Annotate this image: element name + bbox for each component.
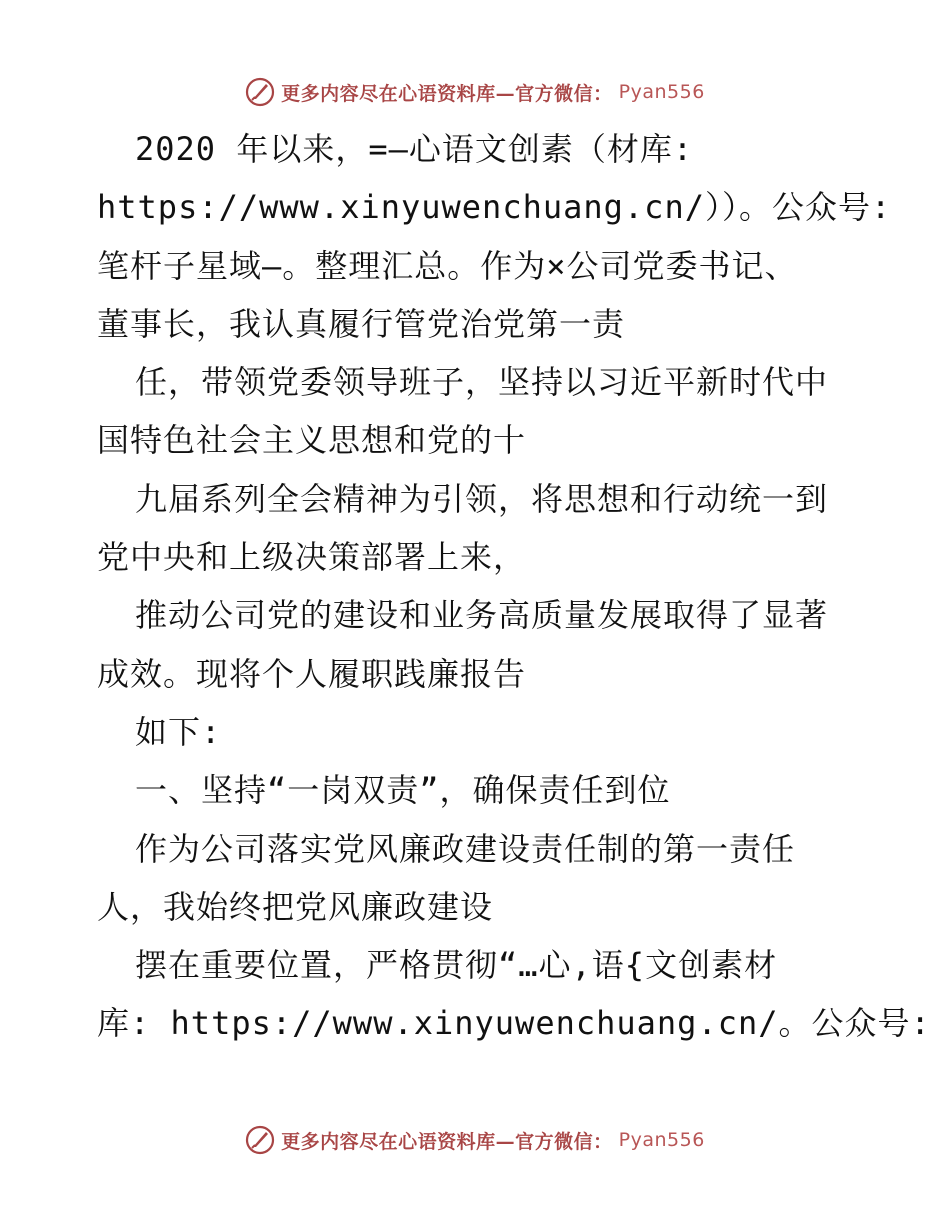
doc-line: 摆在重要位置，严格贯彻“…心,语{文创素材	[135, 946, 778, 985]
doc-line: 九届系列全会精神为引领，将思想和行动统一到	[135, 479, 829, 518]
doc-line: 2020 年以来，=—心语文创素（材库:	[135, 130, 694, 168]
banner-wechat-id: Pyan556	[618, 1129, 705, 1151]
banner-text: 更多内容尽在心语资料库—官方微信：	[281, 82, 613, 105]
section-heading: 一、坚持“一岗双责”，确保责任到位	[135, 771, 671, 810]
feather-seal-icon	[245, 77, 275, 107]
doc-line: 任，带领党委领导班子，坚持以习近平新时代中	[135, 363, 829, 402]
banner-wechat-id: Pyan556	[618, 81, 705, 103]
banner-text: 更多内容尽在心语资料库—官方微信：	[281, 1130, 613, 1153]
doc-line: https://www.xinyuwenchuang.cn/））。公众号:	[97, 188, 892, 227]
doc-line: 成效。现将个人履职践廉报告	[97, 654, 527, 693]
header-banner	[0, 72, 950, 112]
doc-line: 库: https://www.xinyuwenchuang.cn/。公众号:	[97, 1004, 931, 1043]
doc-line: 推动公司党的建设和业务高质量发展取得了显著	[135, 596, 829, 635]
doc-line: 人，我始终把党风廉政建设	[97, 887, 494, 926]
doc-line: 笔杆子星域—。整理汇总。作为×公司党委书记、	[97, 246, 798, 285]
doc-line: 如下:	[135, 712, 222, 751]
doc-line: 董事长，我认真履行管党治党第一责	[97, 304, 626, 343]
doc-line: 作为公司落实党风廉政建设责任制的第一责任	[135, 829, 796, 868]
document-body	[97, 120, 931, 1053]
doc-line: 党中央和上级决策部署上来，	[97, 538, 527, 577]
footer-banner	[0, 1120, 950, 1160]
feather-seal-icon	[245, 1125, 275, 1155]
doc-line: 国特色社会主义思想和党的十	[97, 421, 527, 460]
